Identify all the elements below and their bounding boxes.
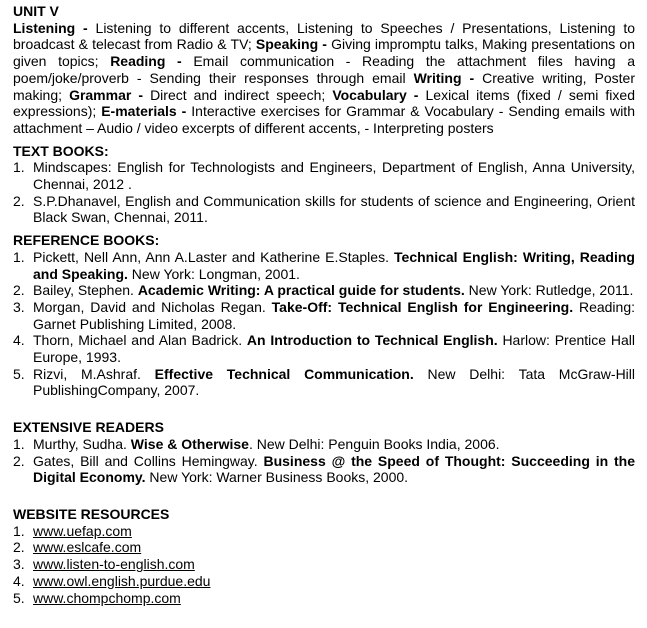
list-item <box>13 453 635 486</box>
item-text: Murthy, Sudha. Wise & Otherwise. New Delhi: Penguin Books India, 2006. <box>33 435 500 452</box>
topic-text: Direct and indirect speech; <box>150 86 333 103</box>
website-link[interactable]: www.uefap.com <box>33 522 132 539</box>
item-number: 2. <box>13 539 25 556</box>
list-item <box>13 523 635 540</box>
unit-description <box>13 20 635 137</box>
topic-label: Grammar - <box>69 86 151 103</box>
topic-text: Creative writing, Poster making; <box>13 69 636 103</box>
website-resources-heading: WEBSITE RESOURCES <box>13 505 170 522</box>
topic-text: Listening to different accents, Listening to Speeches / Presentations, Listening to broadcast & telecast from Radio & TV; <box>13 19 635 53</box>
item-number: 4. <box>13 332 25 349</box>
list-item <box>13 299 635 332</box>
website-link[interactable]: www.owl.english.purdue.edu <box>33 572 211 589</box>
topic-label: Speaking - <box>255 36 332 53</box>
extensive-readers-list <box>13 436 635 486</box>
text-books-heading: TEXT BOOKS: <box>13 142 109 159</box>
list-item <box>13 556 635 573</box>
list-item <box>13 159 635 192</box>
reference-books-list <box>13 249 635 399</box>
item-text: S.P.Dhanavel, English and Communication skills for students of science and Engineering, Orient Black Swan, Chennai, 2011. <box>33 192 635 226</box>
item-text: Pickett, Nell Ann, Ann A.Laster and Katherine E.Staples. Technical English: Writing, Reading and Speaking. New York: Longman, 2001. <box>33 248 635 282</box>
item-text: Gates, Bill and Collins Hemingway. Business @ the Speed of Thought: Succeeding in the Digital Economy. New York: Warner Business Books, 2000. <box>33 452 635 486</box>
text-books-list <box>13 159 635 226</box>
extensive-readers-heading: EXTENSIVE READERS <box>13 419 164 436</box>
list-item <box>13 436 635 453</box>
item-text: Thorn, Michael and Alan Badrick. An Introduction to Technical English. Harlow: Prentice Hall Europe, 1993. <box>33 332 635 366</box>
item-number: 2. <box>13 282 25 299</box>
topic-text: Lexical items (fixed / semi fixed expressions); <box>13 86 635 120</box>
website-link[interactable]: www.listen-to-english.com <box>33 556 195 573</box>
item-number: 1. <box>13 522 25 539</box>
item-number: 4. <box>13 572 25 589</box>
topic-text: Email communication - Reading the attachment files having a poem/joke/proverb - Sending their responses through email <box>13 53 635 86</box>
item-number: 2. <box>13 192 25 209</box>
website-link[interactable]: www.chompchomp.com <box>33 589 181 606</box>
list-item <box>13 249 635 282</box>
website-resources-list <box>13 523 635 607</box>
topic-text: Giving impromptu talks, Making presentations on given topics; <box>13 36 635 70</box>
topic-label: Vocabulary - <box>332 86 426 103</box>
topic-label: Reading - <box>110 53 194 70</box>
item-number: 1. <box>13 435 25 452</box>
topic-label: Listening - <box>13 19 96 36</box>
item-text: Morgan, David and Nicholas Regan. Take-Off: Technical English for Engineering. Reading: Garnet Publishing Limited, 2008. <box>33 298 635 332</box>
website-link[interactable]: www.eslcafe.com <box>33 539 142 556</box>
topic-label: E-materials - <box>101 103 192 120</box>
list-item <box>13 332 635 365</box>
item-number: 1. <box>13 248 25 265</box>
unit-title: UNIT V <box>13 3 59 19</box>
list-item <box>13 539 635 556</box>
topic-text: Interactive exercises for Grammar & Vocabulary - Sending emails with attachment – Audio / video excerpts of different accents, - Interpreting posters <box>13 103 635 136</box>
item-number: 2. <box>13 452 25 469</box>
reference-books-heading: REFERENCE BOOKS: <box>13 232 160 249</box>
list-item <box>13 573 635 590</box>
item-number: 3. <box>13 298 25 315</box>
list-item <box>13 282 635 299</box>
list-item <box>13 193 635 226</box>
item-number: 3. <box>13 556 25 573</box>
item-text: Bailey, Stephen. Academic Writing: A practical guide for students. New York: Rutledge, 2011. <box>33 282 634 299</box>
item-text: Mindscapes: English for Technologists and Engineers, Department of English, Anna University, Chennai, 2012 . <box>33 159 635 193</box>
item-text: Rizvi, M.Ashraf. Effective Technical Communication. New Delhi: Tata McGraw-Hill PublishingCompany, 2007. <box>33 365 636 399</box>
list-item <box>13 590 635 607</box>
item-number: 1. <box>13 159 25 176</box>
list-item <box>13 366 635 399</box>
item-number: 5. <box>13 589 25 606</box>
item-number: 5. <box>13 365 25 382</box>
topic-label: Writing - <box>413 69 483 86</box>
